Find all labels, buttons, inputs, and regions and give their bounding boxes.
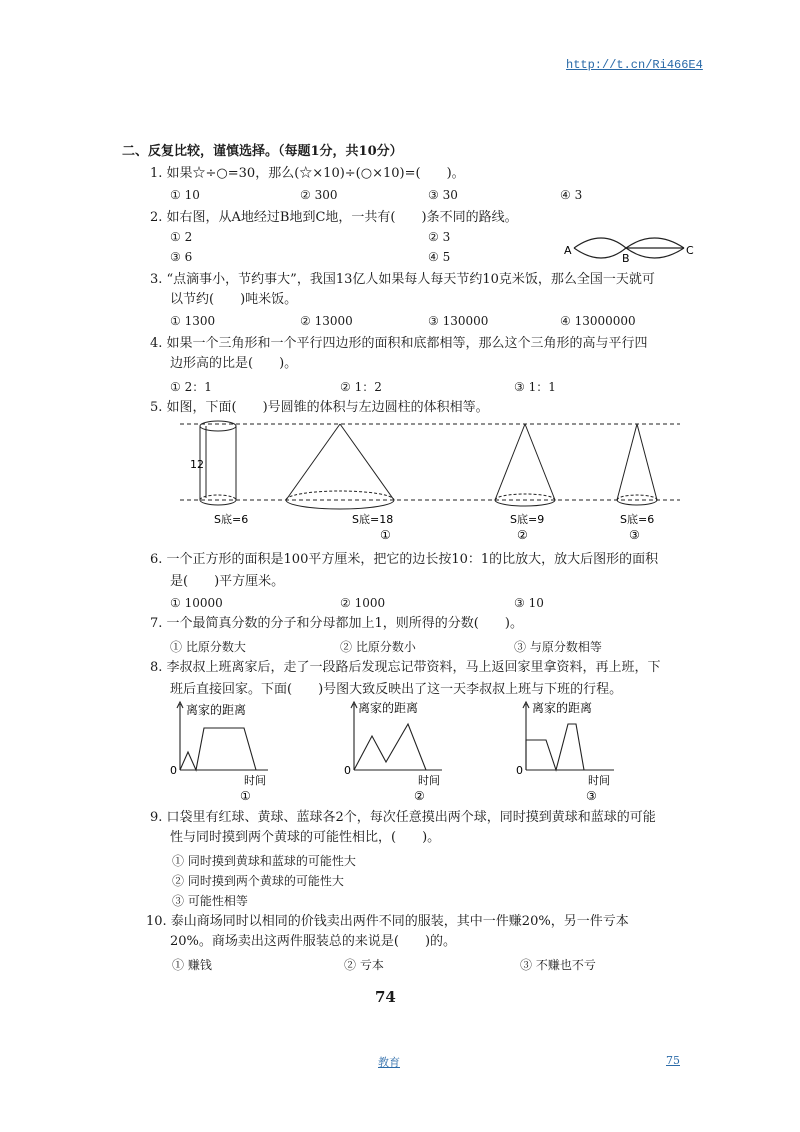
q9-option-2: ② 同时摸到两个黄球的可能性大 — [172, 874, 344, 888]
route-ab-lower — [574, 248, 626, 258]
route-bc-upper — [626, 238, 684, 248]
q3-option-1: ① 1300 — [170, 314, 216, 328]
q9-option-3: ③ 可能性相等 — [172, 894, 248, 908]
question-4-line-2: 边形高的比是( )。 — [170, 356, 298, 371]
q2-option-3: ③ 6 — [170, 250, 193, 264]
q10-option-3: ③ 不赚也不亏 — [520, 958, 596, 972]
question-9-line-1: 9. 口袋里有红球、黄球、蓝球各2个，每次任意摸出两个球，同时摸到黄球和蓝球的可能 — [150, 810, 656, 825]
question-1: 1. 如果☆÷○=30，那么(☆×10)÷(○×10)=( )。 — [150, 166, 465, 181]
question-4-line-1: 4. 如果一个三角形和一个平行四边形的面积和底都相等，那么这个三角形的高与平行四 — [150, 336, 648, 351]
label-a: A — [564, 244, 572, 257]
question-9-line-2: 性与同时摸到两个黄球的可能性相比，( )。 — [170, 830, 441, 845]
graph-3-xlabel: 时间 — [588, 774, 610, 787]
q9-option-1: ① 同时摸到黄球和蓝球的可能性大 — [172, 854, 356, 868]
cone-2 — [495, 424, 555, 506]
graph-1-xlabel: 时间 — [244, 774, 266, 787]
q3-option-2: ② 13000 — [300, 314, 353, 328]
base-label-cone-3: S底=6 — [620, 513, 655, 526]
q4-option-3: ③ 1：1 — [514, 380, 556, 394]
q7-option-1: ① 比原分数大 — [170, 640, 246, 654]
q1-option-1: ① 10 — [170, 188, 200, 202]
q7-option-3: ③ 与原分数相等 — [514, 640, 602, 654]
base-label-cylinder: S底=6 — [214, 513, 249, 526]
cone-number-1: ① — [380, 528, 391, 542]
q2-option-4: ④ 5 — [428, 250, 451, 264]
base-label-cone-2: S底=9 — [510, 513, 545, 526]
cone-1 — [286, 424, 394, 509]
question-6-line-2: 是( )平方厘米。 — [170, 574, 285, 589]
q6-option-2: ② 1000 — [340, 596, 386, 610]
route-ab-upper — [574, 238, 626, 248]
graph-3-ylabel: 离家的距离 — [532, 701, 593, 715]
footer-left-link[interactable]: 教育 — [378, 1056, 400, 1069]
q3-option-3: ③ 130000 — [428, 314, 489, 328]
graph-2-xlabel: 时间 — [418, 774, 440, 787]
graph-3-number: ③ — [586, 789, 597, 802]
route-bc-lower — [626, 248, 684, 258]
q6-option-1: ① 10000 — [170, 596, 223, 610]
distance-graph-2 — [342, 696, 472, 802]
question-5: 5. 如图，下面( )号圆锥的体积与左边圆柱的体积相等。 — [150, 400, 489, 415]
question-10-line-2: 20%。商场卖出这两件服装总的来说是( )的。 — [170, 934, 457, 949]
graph-2-origin: 0 — [344, 764, 351, 777]
trip-line — [526, 724, 584, 770]
question-6-line-1: 6. 一个正方形的面积是100平方厘米，把它的边长按10：1的比放大，放大后图形的面积 — [150, 552, 659, 567]
header-url-link[interactable]: http://t.cn/Ri466E4 — [566, 58, 703, 72]
q4-option-2: ② 1：2 — [340, 380, 382, 394]
question-10-line-1: 10. 泰山商场同时以相同的价钱卖出两件不同的服装，其中一件赚20%，另一件亏本 — [146, 914, 629, 929]
question-3-line-2: 以节约( )吨米饭。 — [170, 292, 298, 307]
cone-number-2: ② — [517, 528, 528, 542]
q3-option-4: ④ 13000000 — [560, 314, 636, 328]
q2-option-1: ① 2 — [170, 230, 193, 244]
graph-1-number: ① — [240, 789, 251, 802]
q1-option-3: ③ 30 — [428, 188, 458, 202]
q6-option-3: ③ 10 — [514, 596, 544, 610]
q7-option-2: ② 比原分数小 — [340, 640, 416, 654]
graph-1-origin: 0 — [170, 764, 177, 777]
graph-1-ylabel: 离家的距离 — [186, 703, 247, 717]
distance-graph-1 — [168, 696, 298, 802]
q1-option-4: ④ 3 — [560, 188, 583, 202]
graph-2-ylabel: 离家的距离 — [358, 701, 419, 715]
q1-option-2: ② 300 — [300, 188, 338, 202]
graph-2-number: ② — [414, 789, 425, 802]
cone-number-3: ③ — [629, 528, 640, 542]
distance-graph-3 — [514, 696, 644, 802]
cylinder-cone-figure — [180, 418, 680, 548]
section-title: 二、反复比较，谨慎选择。（每题1分，共10分） — [122, 144, 403, 159]
question-7: 7. 一个最简真分数的分子和分母都加上1，则所得的分数( )。 — [150, 616, 523, 631]
q10-option-1: ① 赚钱 — [172, 958, 212, 972]
trip-line — [354, 724, 426, 770]
label-b: B — [622, 252, 630, 264]
trip-line — [180, 728, 256, 770]
question-3-line-1: 3. “点滴事小，节约事大”，我国13亿人如果每人每天节约10克米饭，那么全国一天就可 — [150, 272, 655, 287]
route-diagram — [562, 224, 702, 264]
cylinder — [200, 421, 236, 505]
label-c: C — [686, 244, 694, 257]
page-number: 74 — [375, 988, 396, 1006]
question-2: 2. 如右图，从A地经过B地到C地，一共有( )条不同的路线。 — [150, 210, 518, 225]
cone-3 — [617, 424, 657, 505]
q4-option-1: ① 2：1 — [170, 380, 212, 394]
footer-right-link[interactable]: 75 — [666, 1054, 680, 1067]
q2-option-2: ② 3 — [428, 230, 451, 244]
question-8-line-2: 班后直接回家。下面( )号图大致反映出了这一天李叔叔上班与下班的行程。 — [170, 682, 623, 697]
q10-option-2: ② 亏本 — [344, 958, 384, 972]
height-label: 12 — [190, 458, 204, 471]
question-8-line-1: 8. 李叔叔上班离家后，走了一段路后发现忘记带资料，马上返回家里拿资料，再上班，下 — [150, 660, 661, 675]
graph-3-origin: 0 — [516, 764, 523, 777]
base-label-cone-1: S底=18 — [352, 513, 394, 526]
